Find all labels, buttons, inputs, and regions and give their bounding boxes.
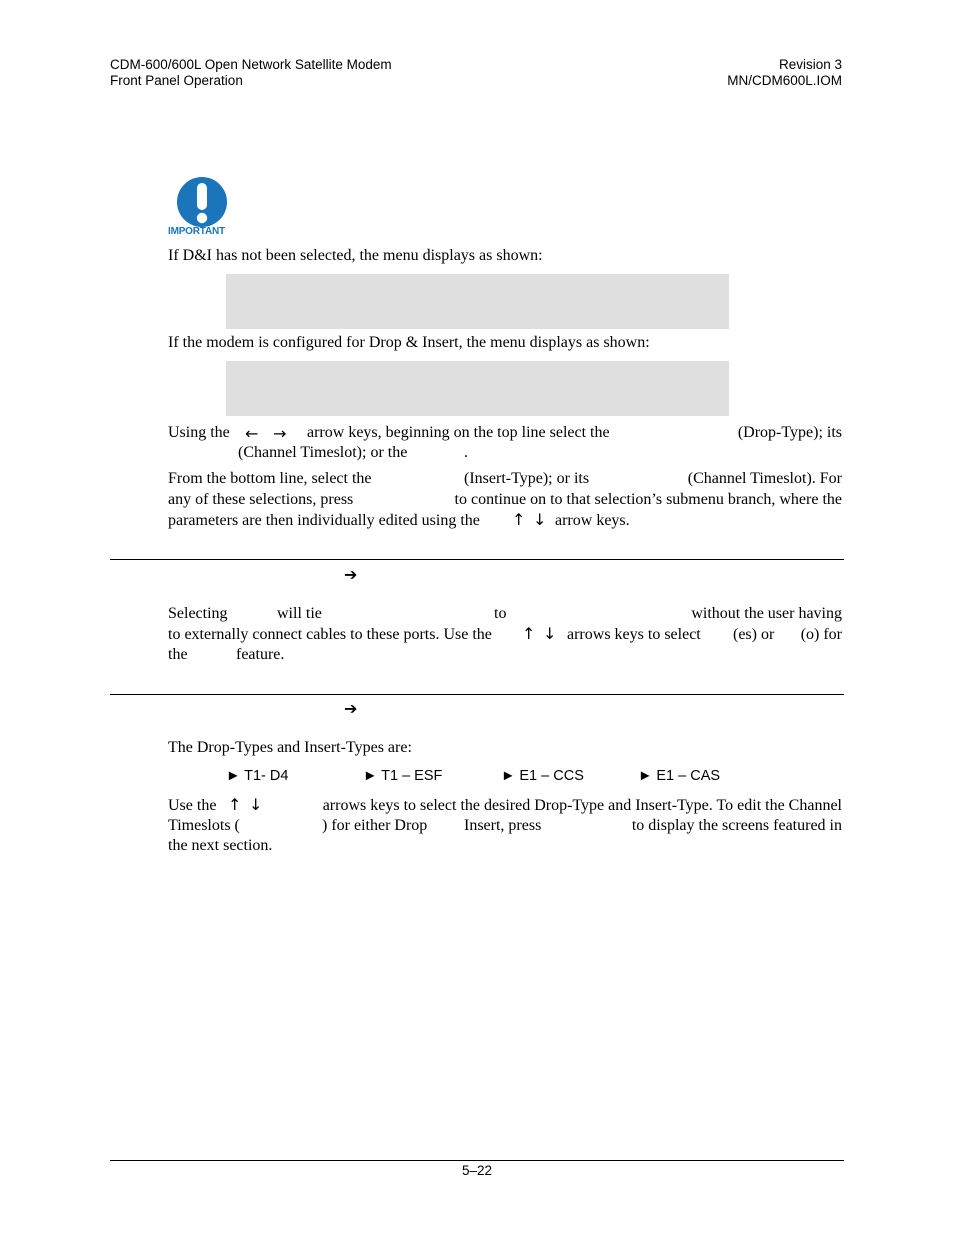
bullet-icon: ► <box>226 768 241 784</box>
important-label: IMPORTANT <box>168 226 225 237</box>
important-icon <box>168 176 238 240</box>
header-doc-title: CDM-600/600L Open Network Satellite Modem <box>110 57 392 72</box>
down-arrow-icon: ↓ <box>543 624 557 643</box>
section-divider-2 <box>110 694 844 695</box>
para4-line3-a: parameters are then individually edited using the <box>168 512 480 529</box>
paragraph-drop-insert-configured: If the modem is configured for Drop & Insert, the menu displays as shown: <box>168 334 650 351</box>
type-label: E1 – CCS <box>519 768 584 784</box>
para4-line2-a: any of these selections, press <box>168 491 354 508</box>
type-label: T1 – ESF <box>381 768 443 784</box>
section2-arrow-icon: ➔ <box>344 699 358 718</box>
up-arrow-icon: ↑ <box>512 510 526 529</box>
page-number: 5–22 <box>461 1163 493 1178</box>
up-arrow-icon: ↑ <box>228 795 242 814</box>
section1-arrow-icon: ➔ <box>344 565 358 584</box>
header-revision: Revision 3 <box>778 57 842 72</box>
left-arrow-icon: ← <box>245 424 259 443</box>
footer-rule <box>110 1160 844 1161</box>
type-item <box>638 768 720 784</box>
section2-line2-d: to display the screens featured in <box>631 817 842 834</box>
bullet-icon: ► <box>501 768 516 784</box>
para4-line1-b: (Insert-Type); or its <box>464 470 590 487</box>
section1-line3-a: the <box>168 646 188 663</box>
header-doc-number: MN/CDM600L.IOM <box>727 73 842 88</box>
type-item <box>226 768 288 784</box>
header-left <box>110 57 392 89</box>
section2-line2-a: Timeslots ( <box>168 817 240 834</box>
section2-line2-b: ) for either Drop <box>322 817 428 834</box>
para4-line1-a: From the bottom line, select the <box>168 470 372 487</box>
bullet-icon: ► <box>638 768 653 784</box>
para4-line2-b: to continue on to that selection’s submenu branch, where the <box>454 491 842 508</box>
menu-display-box-2 <box>226 361 729 416</box>
section1-line1-a: Selecting <box>168 605 228 622</box>
para3-line1-c: (Drop-Type); its <box>737 424 842 441</box>
section-divider-1 <box>110 559 844 560</box>
section2-line3: the next section. <box>168 837 273 854</box>
section1-line2-a: to externally connect cables to these ports. Use the <box>168 626 492 643</box>
section1-line1-b: will tie <box>277 605 322 622</box>
section2-line1-b: arrows keys to select the desired Drop-Type and Insert-Type. To edit the Channel <box>322 797 842 814</box>
type-item <box>363 768 442 784</box>
bullet-icon: ► <box>363 768 378 784</box>
section1-line2-d: (o) for <box>800 626 842 643</box>
section1-line2-c: (es) or <box>733 626 775 643</box>
para3-line1-b: arrow keys, beginning on the top line select the <box>307 424 610 441</box>
type-label: T1- D4 <box>244 768 289 784</box>
para3-line2-a: (Channel Timeslot); or the <box>238 444 408 461</box>
down-arrow-icon: ↓ <box>533 510 547 529</box>
para3-line1-a: Using the <box>168 424 230 441</box>
section1-line2-b: arrows keys to select <box>567 626 701 643</box>
section1-line3-b: feature. <box>236 646 285 663</box>
type-item <box>501 768 584 784</box>
header-section-title: Front Panel Operation <box>110 73 243 88</box>
section2-intro: The Drop-Types and Insert-Types are: <box>168 739 412 756</box>
section1-line1-c: to <box>494 605 507 622</box>
header-right <box>727 57 842 89</box>
right-arrow-icon: → <box>273 424 287 443</box>
section2-line1-a: Use the <box>168 797 217 814</box>
menu-display-box-1 <box>226 274 729 329</box>
type-label: E1 – CAS <box>656 768 721 784</box>
para4-line3-b: arrow keys. <box>555 512 630 529</box>
up-arrow-icon: ↑ <box>522 624 536 643</box>
para3-line2-b: . <box>464 444 468 461</box>
para4-line1-c: (Channel Timeslot). For <box>687 470 842 487</box>
down-arrow-icon: ↓ <box>249 795 263 814</box>
paragraph-d-and-i-not-selected: If D&I has not been selected, the menu displays as shown: <box>168 247 543 264</box>
section2-line2-c: Insert, press <box>464 817 542 834</box>
section1-line1-d: without the user having <box>691 605 842 622</box>
